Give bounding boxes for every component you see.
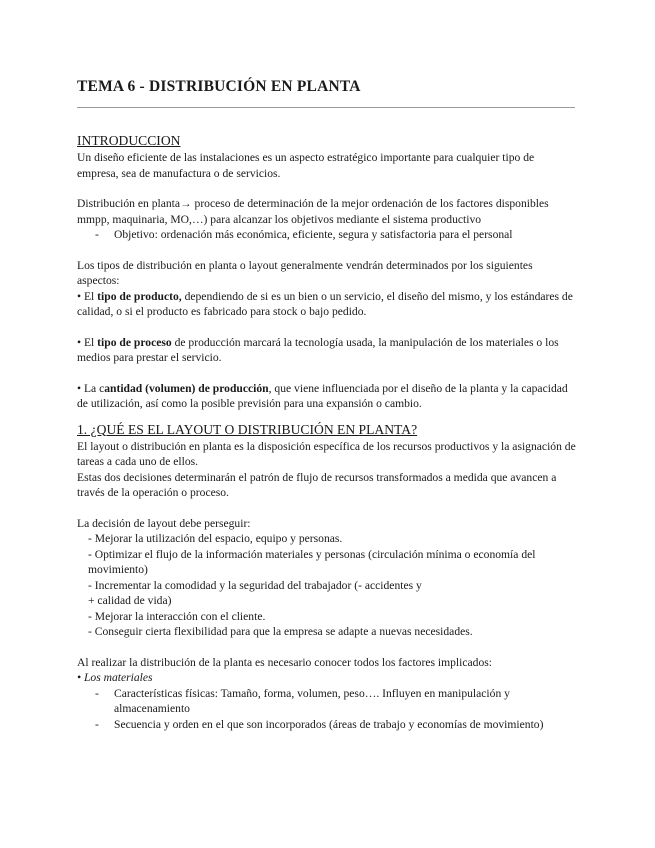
objective-item	[77, 227, 577, 243]
section1-paragraph-2: Estas dos decisiones determinarán el patrón de flujo de recursos transformados a medida que avancen a través de la operación o proceso.	[77, 470, 557, 499]
materials-item-text: Secuencia y orden en el que son incorporados (áreas de trabajo y economías de movimiento)	[114, 717, 544, 731]
goal-item: - Incrementar la comodidad y la seguridad del trabajador (- accidentes y	[88, 578, 422, 592]
objective-text: Objetivo: ordenación más económica, eficiente, segura y satisfactoria para el personal	[114, 228, 513, 241]
dash-marker: -	[95, 228, 99, 241]
bullet-product-type	[77, 289, 577, 320]
bullet-text: • La c	[77, 381, 105, 395]
title-divider	[77, 107, 575, 108]
materials-item	[77, 686, 577, 717]
dash-marker: -	[95, 717, 99, 731]
materials-label-text: • Los materiales	[77, 671, 153, 684]
page-title: TEMA 6 - DISTRIBUCIÓN EN PLANTA	[77, 78, 361, 95]
bullet-text: dependiendo de si es un bien o un servicio, el diseño del mismo, y los estándares de calidad, o si el producto es fabricado para stock o bajo pedido.	[77, 289, 573, 318]
section1-paragraph-4: Al realizar la distribución de la planta es necesario conocer todos los factores implicados:	[77, 655, 492, 669]
section1-paragraph-1: El layout o distribución en planta es la disposición específica de los recursos productivos y la asignación de tareas a cada uno de ellos.	[77, 439, 576, 468]
document-body	[77, 132, 577, 732]
goal-item: - Mejorar la interacción con el cliente.	[88, 609, 266, 623]
materials-label	[77, 670, 577, 686]
intro-paragraph-3: Los tipos de distribución en planta o layout generalmente vendrán determinados por los siguientes aspectos:	[77, 258, 533, 287]
goal-item: - Mejorar la utilización del espacio, equipo y personas.	[88, 532, 343, 545]
section1-heading: 1. ¿QUÉ ES EL LAYOUT O DISTRIBUCIÓN EN PLANTA?	[77, 421, 418, 437]
bullet-text: de producción marcará la tecnología usada, la manipulación de los materiales o los medios para prestar el servicio.	[77, 335, 559, 364]
materials-item	[77, 717, 577, 733]
bullet-text: • El	[77, 335, 98, 349]
bullet-text: , que viene influenciada por el diseño de la planta y la capacidad de utilización, así como la posible previsión para una expansión o cambio.	[77, 381, 568, 410]
bullet-text: • El	[77, 289, 98, 303]
goal-item: - Optimizar el flujo de la información materiales y personas (circulación mínima o economía del movimiento)	[88, 547, 536, 576]
section1-paragraph-3: La decisión de layout debe perseguir:	[77, 516, 251, 530]
intro-heading: INTRODUCCION	[77, 133, 181, 148]
bullet-emphasis: antidad (volumen) de producción	[104, 381, 269, 395]
bullet-emphasis: tipo de proceso	[97, 335, 172, 349]
materials-item-text: Características físicas: Tamaño, forma, volumen, peso…. Influyen en manipulación y almacenamiento	[114, 686, 510, 715]
intro-paragraph-1: Un diseño eficiente de las instalaciones es un aspecto estratégico importante para cualquier tipo de empresa, sea de manufactura o de servicios.	[77, 151, 535, 180]
intro-paragraph-2: Distribución en planta→ proceso de determinación de la mejor ordenación de los factores disponibles mmpp, maquinaria, MO,…) para alcanzar los objetivos mediante el sistema productivo	[77, 197, 549, 226]
bullet-process-type	[77, 335, 577, 366]
goal-item: - Conseguir cierta flexibilidad para que la empresa se adapte a nuevas necesidades.	[88, 625, 473, 638]
bullet-emphasis: tipo de producto,	[97, 289, 182, 303]
goal-item-continued: + calidad de vida)	[88, 594, 172, 607]
bullet-production-volume	[77, 381, 577, 412]
dash-marker: -	[95, 686, 99, 700]
